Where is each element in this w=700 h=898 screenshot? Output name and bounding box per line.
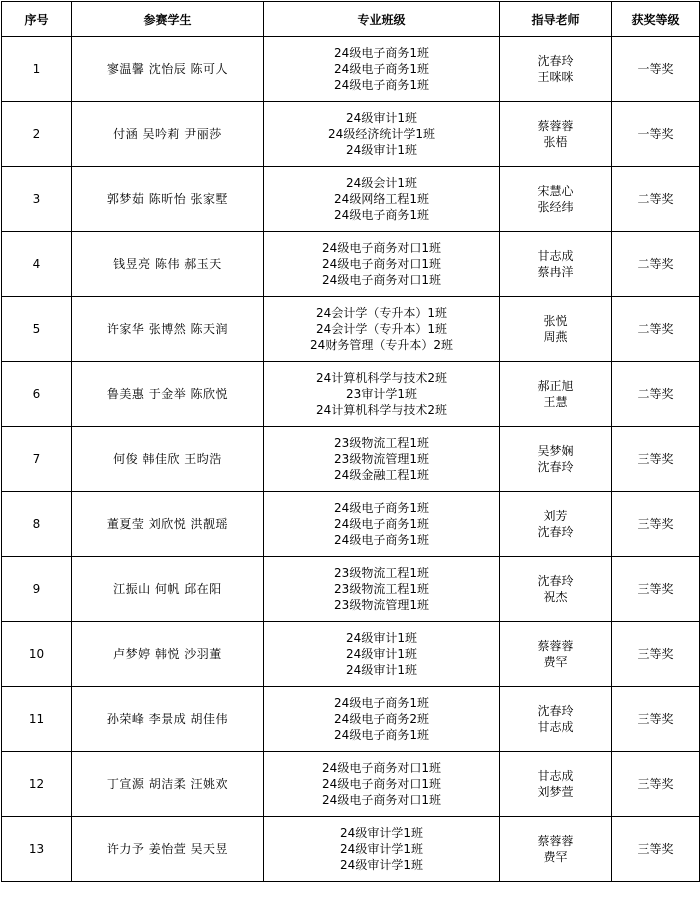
table-row (2, 752, 700, 817)
class-name: 24级会计1班 (346, 176, 417, 190)
row-classes (264, 687, 500, 752)
row-teachers (500, 687, 612, 752)
row-award-level: 三等奖 (612, 622, 700, 687)
row-award-level: 二等奖 (612, 232, 700, 297)
row-students: 鲁美惠 于金举 陈欣悦 (72, 362, 264, 427)
table-row (2, 232, 700, 297)
class-name: 24级电子商务1班 (334, 728, 429, 742)
header-teacher: 指导老师 (500, 2, 612, 37)
teacher-name: 蔡蓉蓉 (537, 639, 574, 653)
row-index: 2 (2, 102, 72, 167)
teacher-name: 费罕 (543, 850, 568, 864)
row-teachers (500, 622, 612, 687)
row-index: 8 (2, 492, 72, 557)
row-students: 丁宣源 胡洁柔 汪姚欢 (72, 752, 264, 817)
row-teachers (500, 752, 612, 817)
class-name: 24级电子商务2班 (334, 712, 429, 726)
row-index: 5 (2, 297, 72, 362)
row-award-level: 一等奖 (612, 37, 700, 102)
row-teachers (500, 102, 612, 167)
class-name: 23审计学1班 (346, 387, 417, 401)
class-name: 24计算机科学与技术2班 (316, 371, 447, 385)
class-name: 24级电子商务1班 (334, 533, 429, 547)
row-teachers (500, 362, 612, 427)
row-index: 10 (2, 622, 72, 687)
row-classes (264, 362, 500, 427)
row-students: 郭梦茹 陈昕怡 张家墅 (72, 167, 264, 232)
class-name: 24级审计学1班 (340, 826, 423, 840)
row-students: 孙荣峰 李景成 胡佳伟 (72, 687, 264, 752)
class-name: 24级审计1班 (346, 143, 417, 157)
row-teachers (500, 37, 612, 102)
row-teachers (500, 492, 612, 557)
table-row (2, 37, 700, 102)
teacher-name: 沈春玲 (537, 574, 574, 588)
class-name: 24会计学（专升本）1班 (316, 322, 447, 336)
header-index: 序号 (2, 2, 72, 37)
header-row (2, 2, 700, 37)
table-row (2, 102, 700, 167)
row-students: 许力予 姜怡萱 吴天昱 (72, 817, 264, 882)
row-award-level: 三等奖 (612, 817, 700, 882)
row-classes (264, 492, 500, 557)
class-name: 24计算机科学与技术2班 (316, 403, 447, 417)
class-name: 24级电子商务对口1班 (322, 257, 441, 271)
teacher-name: 张悦 (543, 314, 568, 328)
row-classes (264, 232, 500, 297)
teacher-name: 蔡冉洋 (537, 265, 574, 279)
row-classes (264, 102, 500, 167)
teacher-name: 宋慧心 (537, 184, 574, 198)
class-name: 24级审计1班 (346, 663, 417, 677)
class-name: 24级电子商务1班 (334, 517, 429, 531)
row-index: 6 (2, 362, 72, 427)
class-name: 23级物流工程1班 (334, 582, 429, 596)
row-teachers (500, 297, 612, 362)
row-index: 13 (2, 817, 72, 882)
class-name: 24级审计1班 (346, 647, 417, 661)
class-name: 23级物流工程1班 (334, 436, 429, 450)
teacher-name: 祝杰 (543, 590, 568, 604)
row-index: 9 (2, 557, 72, 622)
row-teachers (500, 167, 612, 232)
teacher-name: 郝正旭 (537, 379, 574, 393)
teacher-name: 王慧 (543, 395, 568, 409)
row-index: 11 (2, 687, 72, 752)
teacher-name: 张经纬 (537, 200, 574, 214)
header-class: 专业班级 (264, 2, 500, 37)
table-row (2, 817, 700, 882)
teacher-name: 沈春玲 (537, 460, 574, 474)
class-name: 23级物流工程1班 (334, 566, 429, 580)
class-name: 23级物流管理1班 (334, 598, 429, 612)
teacher-name: 费罕 (543, 655, 568, 669)
teacher-name: 刘梦萱 (537, 785, 574, 799)
row-award-level: 二等奖 (612, 167, 700, 232)
class-name: 24级审计学1班 (340, 842, 423, 856)
header-students: 参赛学生 (72, 2, 264, 37)
row-classes (264, 427, 500, 492)
row-classes (264, 752, 500, 817)
class-name: 24级电子商务对口1班 (322, 241, 441, 255)
class-name: 24级电子商务1班 (334, 696, 429, 710)
row-students: 许家华 张博然 陈天润 (72, 297, 264, 362)
class-name: 24级经济统计学1班 (328, 127, 435, 141)
row-teachers (500, 232, 612, 297)
class-name: 24级电子商务1班 (334, 501, 429, 515)
class-name: 24会计学（专升本）1班 (316, 306, 447, 320)
class-name: 24财务管理（专升本）2班 (310, 338, 453, 352)
row-classes (264, 297, 500, 362)
row-teachers (500, 817, 612, 882)
class-name: 23级物流管理1班 (334, 452, 429, 466)
awards-table (1, 1, 700, 882)
class-name: 24级电子商务1班 (334, 78, 429, 92)
teacher-name: 甘志成 (537, 769, 574, 783)
row-classes (264, 37, 500, 102)
teacher-name: 王咪咪 (537, 70, 574, 84)
table-header (2, 2, 700, 37)
row-students: 卢梦婷 韩悦 沙羽董 (72, 622, 264, 687)
teacher-name: 张梧 (543, 135, 568, 149)
teacher-name: 甘志成 (537, 720, 574, 734)
row-students: 董夏莹 刘欣悦 洪靓瑶 (72, 492, 264, 557)
teacher-name: 沈春玲 (537, 525, 574, 539)
table-body (2, 37, 700, 882)
row-award-level: 三等奖 (612, 557, 700, 622)
teacher-name: 周燕 (543, 330, 568, 344)
row-classes (264, 622, 500, 687)
class-name: 24级电子商务对口1班 (322, 777, 441, 791)
row-index: 1 (2, 37, 72, 102)
row-award-level: 二等奖 (612, 297, 700, 362)
class-name: 24级网络工程1班 (334, 192, 429, 206)
row-teachers (500, 427, 612, 492)
class-name: 24级审计1班 (346, 111, 417, 125)
row-classes (264, 167, 500, 232)
row-students: 江振山 何帆 邱在阳 (72, 557, 264, 622)
class-name: 24级审计学1班 (340, 858, 423, 872)
row-award-level: 三等奖 (612, 752, 700, 817)
class-name: 24级金融工程1班 (334, 468, 429, 482)
class-name: 24级电子商务对口1班 (322, 761, 441, 775)
class-name: 24级审计1班 (346, 631, 417, 645)
row-students: 寥温馨 沈怡辰 陈可人 (72, 37, 264, 102)
row-index: 7 (2, 427, 72, 492)
row-index: 12 (2, 752, 72, 817)
row-students: 钱昱亮 陈伟 郝玉天 (72, 232, 264, 297)
teacher-name: 甘志成 (537, 249, 574, 263)
row-index: 3 (2, 167, 72, 232)
class-name: 24级电子商务1班 (334, 208, 429, 222)
table-row (2, 362, 700, 427)
row-index: 4 (2, 232, 72, 297)
row-award-level: 二等奖 (612, 362, 700, 427)
row-classes (264, 817, 500, 882)
row-award-level: 三等奖 (612, 687, 700, 752)
row-students: 何俊 韩佳欣 王昀浩 (72, 427, 264, 492)
row-award-level: 三等奖 (612, 427, 700, 492)
class-name: 24级电子商务对口1班 (322, 793, 441, 807)
class-name: 24级电子商务对口1班 (322, 273, 441, 287)
teacher-name: 沈春玲 (537, 54, 574, 68)
table-row (2, 687, 700, 752)
teacher-name: 沈春玲 (537, 704, 574, 718)
row-teachers (500, 557, 612, 622)
row-award-level: 一等奖 (612, 102, 700, 167)
teacher-name: 吴梦娴 (537, 444, 574, 458)
table-row (2, 167, 700, 232)
teacher-name: 蔡蓉蓉 (537, 834, 574, 848)
table-row (2, 297, 700, 362)
teacher-name: 刘芳 (543, 509, 568, 523)
row-classes (264, 557, 500, 622)
row-students: 付涵 吴吟莉 尹丽莎 (72, 102, 264, 167)
header-level: 获奖等级 (612, 2, 700, 37)
class-name: 24级电子商务1班 (334, 46, 429, 60)
teacher-name: 蔡蓉蓉 (537, 119, 574, 133)
table-row (2, 492, 700, 557)
table-row (2, 557, 700, 622)
class-name: 24级电子商务1班 (334, 62, 429, 76)
table-row (2, 427, 700, 492)
table-row (2, 622, 700, 687)
row-award-level: 三等奖 (612, 492, 700, 557)
